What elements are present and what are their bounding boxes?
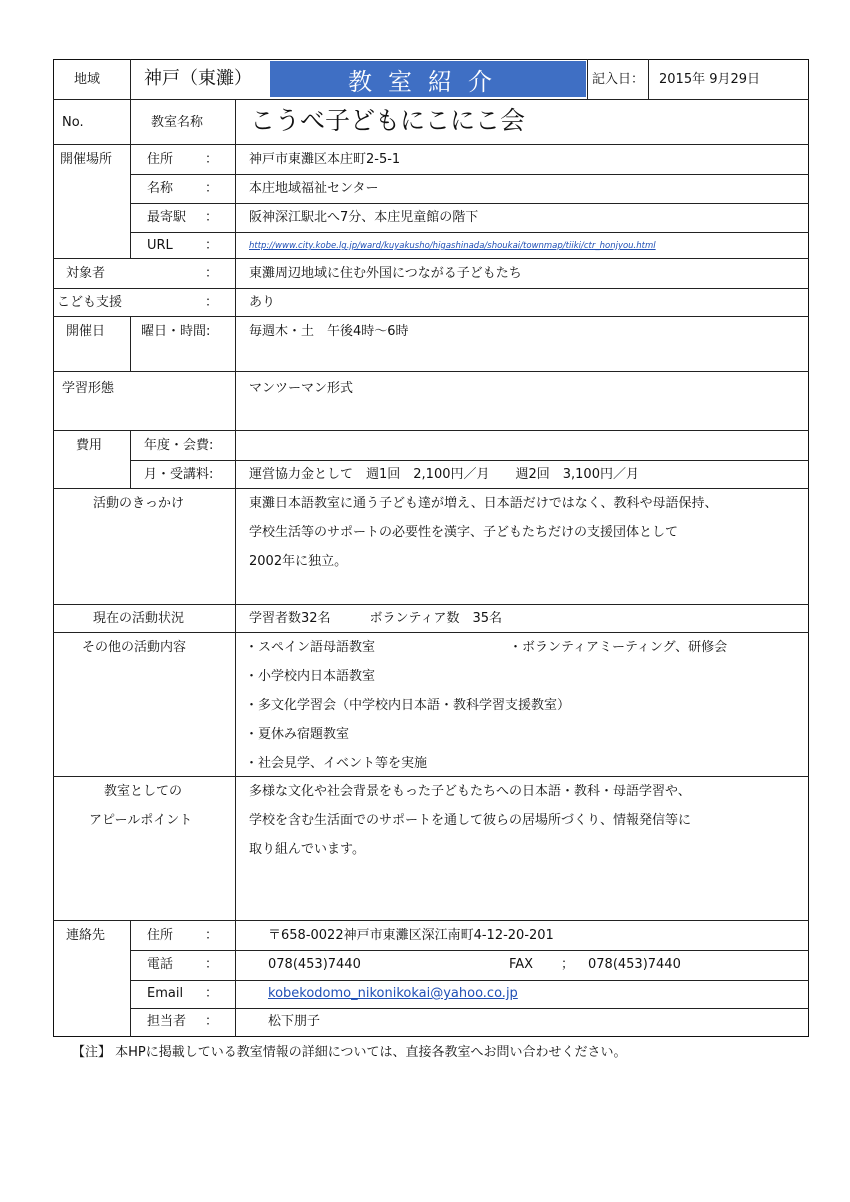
venue-section-label: 開催場所 (60, 152, 113, 167)
region-value: 神戸（東灘） (144, 68, 252, 89)
col-divider (235, 99, 236, 144)
contact-address-label: 住所 (147, 928, 174, 943)
colon: ： (205, 266, 219, 281)
contact-email-label: Email (147, 986, 184, 1001)
row-divider (130, 980, 809, 981)
origin-line: 東灘日本語教室に通う子ども達が増え、日本語だけではなく、教科や母語保持、 (249, 496, 718, 511)
other-activities-label: その他の活動内容 (82, 640, 187, 655)
region-label: 地域 (74, 72, 101, 87)
contact-fax-label: FAX (509, 957, 534, 972)
contact-person: 松下朋子 (268, 1014, 321, 1029)
contact-person-label: 担当者 (147, 1014, 187, 1029)
row-divider (53, 632, 809, 633)
venue-facility-label: 名称 (147, 181, 174, 196)
appeal-line: 多様な文化や社会背景をもった子どもたちへの日本語・教科・母語学習や、 (249, 784, 691, 799)
status-value: 学習者数32名 ボランティア数 35名 (249, 611, 503, 626)
col-divider (648, 59, 649, 99)
contact-address: 〒658-0022神戸市東灘区深江南町4-12-20-201 (268, 928, 554, 943)
origin-label: 活動のきっかけ (93, 496, 185, 511)
row-divider (53, 371, 809, 372)
col-divider (235, 430, 236, 488)
col-divider (235, 144, 236, 316)
fees-annual-label: 年度・会費: (144, 438, 214, 453)
contact-phone: 078(453)7440 (268, 957, 361, 972)
appeal-line: 取り組んでいます。 (249, 842, 365, 857)
other-activity-item: ・小学校内日本語教室 (245, 669, 376, 684)
col-divider (130, 144, 131, 258)
appeal-line: 学校を含む生活面でのサポートを通して彼らの居場所づくり、情報発信等に (249, 813, 692, 828)
date-value: 2015年 9月29日 (659, 72, 761, 87)
row-divider (53, 920, 809, 921)
row-divider (53, 776, 809, 777)
schedule-label: 開催日 (66, 324, 106, 339)
col-divider (130, 316, 131, 371)
child-support-label: こども支援 (57, 295, 123, 310)
other-activity-item: ・社会見学、イベント等を実施 (245, 756, 428, 771)
target-label: 対象者 (66, 266, 106, 281)
contact-email-link[interactable]: kobekodomo_nikonikokai@yahoo.co.jp (268, 986, 518, 1001)
colon: ： (205, 210, 219, 225)
other-activity-item: ・ボランティアミーティング、研修会 (509, 640, 728, 655)
classroom-name: こうべ子どもにこにこ会 (250, 106, 526, 135)
footer-note: 【注】 本HPに掲載している教室情報の詳細については、直接各教室へお問い合わせください。 (72, 1045, 627, 1060)
row-divider (130, 1008, 809, 1009)
venue-station-label: 最寄駅 (147, 210, 187, 225)
row-divider (53, 488, 809, 489)
contact-section-label: 連絡先 (66, 928, 106, 943)
venue-address: 神戸市東灘区本庄町2-5-1 (249, 152, 401, 167)
schedule-value: 毎週木・土 午後4時～6時 (249, 324, 409, 339)
learning-style-label: 学習形態 (62, 381, 115, 396)
venue-url-link[interactable]: http://www.city.kobe.lg.jp/ward/kuyakusho/higashinada/shoukai/townmap/tiiki/ctr_honjyou.html (249, 241, 656, 251)
row-divider (53, 288, 809, 289)
learning-style-value: マンツーマン形式 (249, 381, 354, 396)
row-divider (53, 316, 809, 317)
col-divider (235, 920, 236, 1037)
row-divider (130, 460, 809, 461)
other-activity-item: ・スペイン語母語教室 (245, 640, 376, 655)
colon: ： (205, 928, 219, 943)
col-divider (235, 316, 236, 371)
no-label: No. (62, 115, 84, 130)
col-divider (587, 59, 588, 99)
appeal-label: 教室としての (104, 784, 183, 799)
page-banner: 教室紹介 (270, 61, 586, 97)
row-divider (53, 430, 809, 431)
colon: ： (205, 957, 219, 972)
row-divider (130, 232, 809, 233)
col-divider (130, 920, 131, 1037)
fees-label: 費用 (76, 438, 103, 453)
origin-line: 2002年に独立。 (249, 554, 348, 569)
origin-line: 学校生活等のサポートの必要性を漢字、子どもたちだけの支援団体として (249, 525, 679, 540)
venue-facility: 本庄地域福祉センター (249, 181, 379, 196)
classroom-name-label: 教室名称 (151, 115, 204, 130)
date-label: 記入日： (592, 72, 645, 87)
contact-fax-separator: ； (561, 957, 575, 972)
colon: ： (205, 152, 219, 167)
colon: ： (205, 986, 219, 1001)
target-value: 東灘周辺地域に住む外国につながる子どもたち (249, 266, 522, 281)
contact-fax: 078(453)7440 (588, 957, 681, 972)
fees-monthly-value: 運営協力金として 週1回 2,100円／月 週2回 3,100円／月 (249, 467, 639, 482)
appeal-label: アピールポイント (89, 813, 193, 828)
child-support-value: あり (249, 295, 276, 310)
colon: ： (205, 181, 219, 196)
col-divider (130, 99, 131, 144)
col-divider (235, 371, 236, 430)
colon: ： (205, 295, 219, 310)
other-activity-item: ・夏休み宿題教室 (245, 727, 350, 742)
col-divider (130, 430, 131, 488)
other-activity-item: ・多文化学習会（中学校内日本語・教科学習支援教室） (245, 698, 571, 713)
row-divider (130, 950, 809, 951)
contact-phone-label: 電話 (147, 957, 174, 972)
status-label: 現在の活動状況 (93, 611, 185, 626)
colon: ： (205, 1014, 219, 1029)
venue-url-label: URL (147, 238, 173, 253)
col-divider (235, 488, 236, 920)
col-divider (130, 59, 131, 99)
row-divider (53, 99, 809, 100)
row-divider (53, 604, 809, 605)
row-divider (130, 174, 809, 175)
schedule-sub-label: 曜日・時間: (141, 324, 211, 339)
row-divider (53, 144, 809, 145)
row-divider (130, 203, 809, 204)
colon: ： (205, 238, 219, 253)
form-frame (53, 59, 809, 1037)
venue-address-label: 住所 (147, 152, 174, 167)
venue-station: 阪神深江駅北へ7分、本庄児童館の階下 (249, 210, 479, 225)
fees-monthly-label: 月・受講料: (144, 467, 214, 482)
row-divider (53, 258, 809, 259)
